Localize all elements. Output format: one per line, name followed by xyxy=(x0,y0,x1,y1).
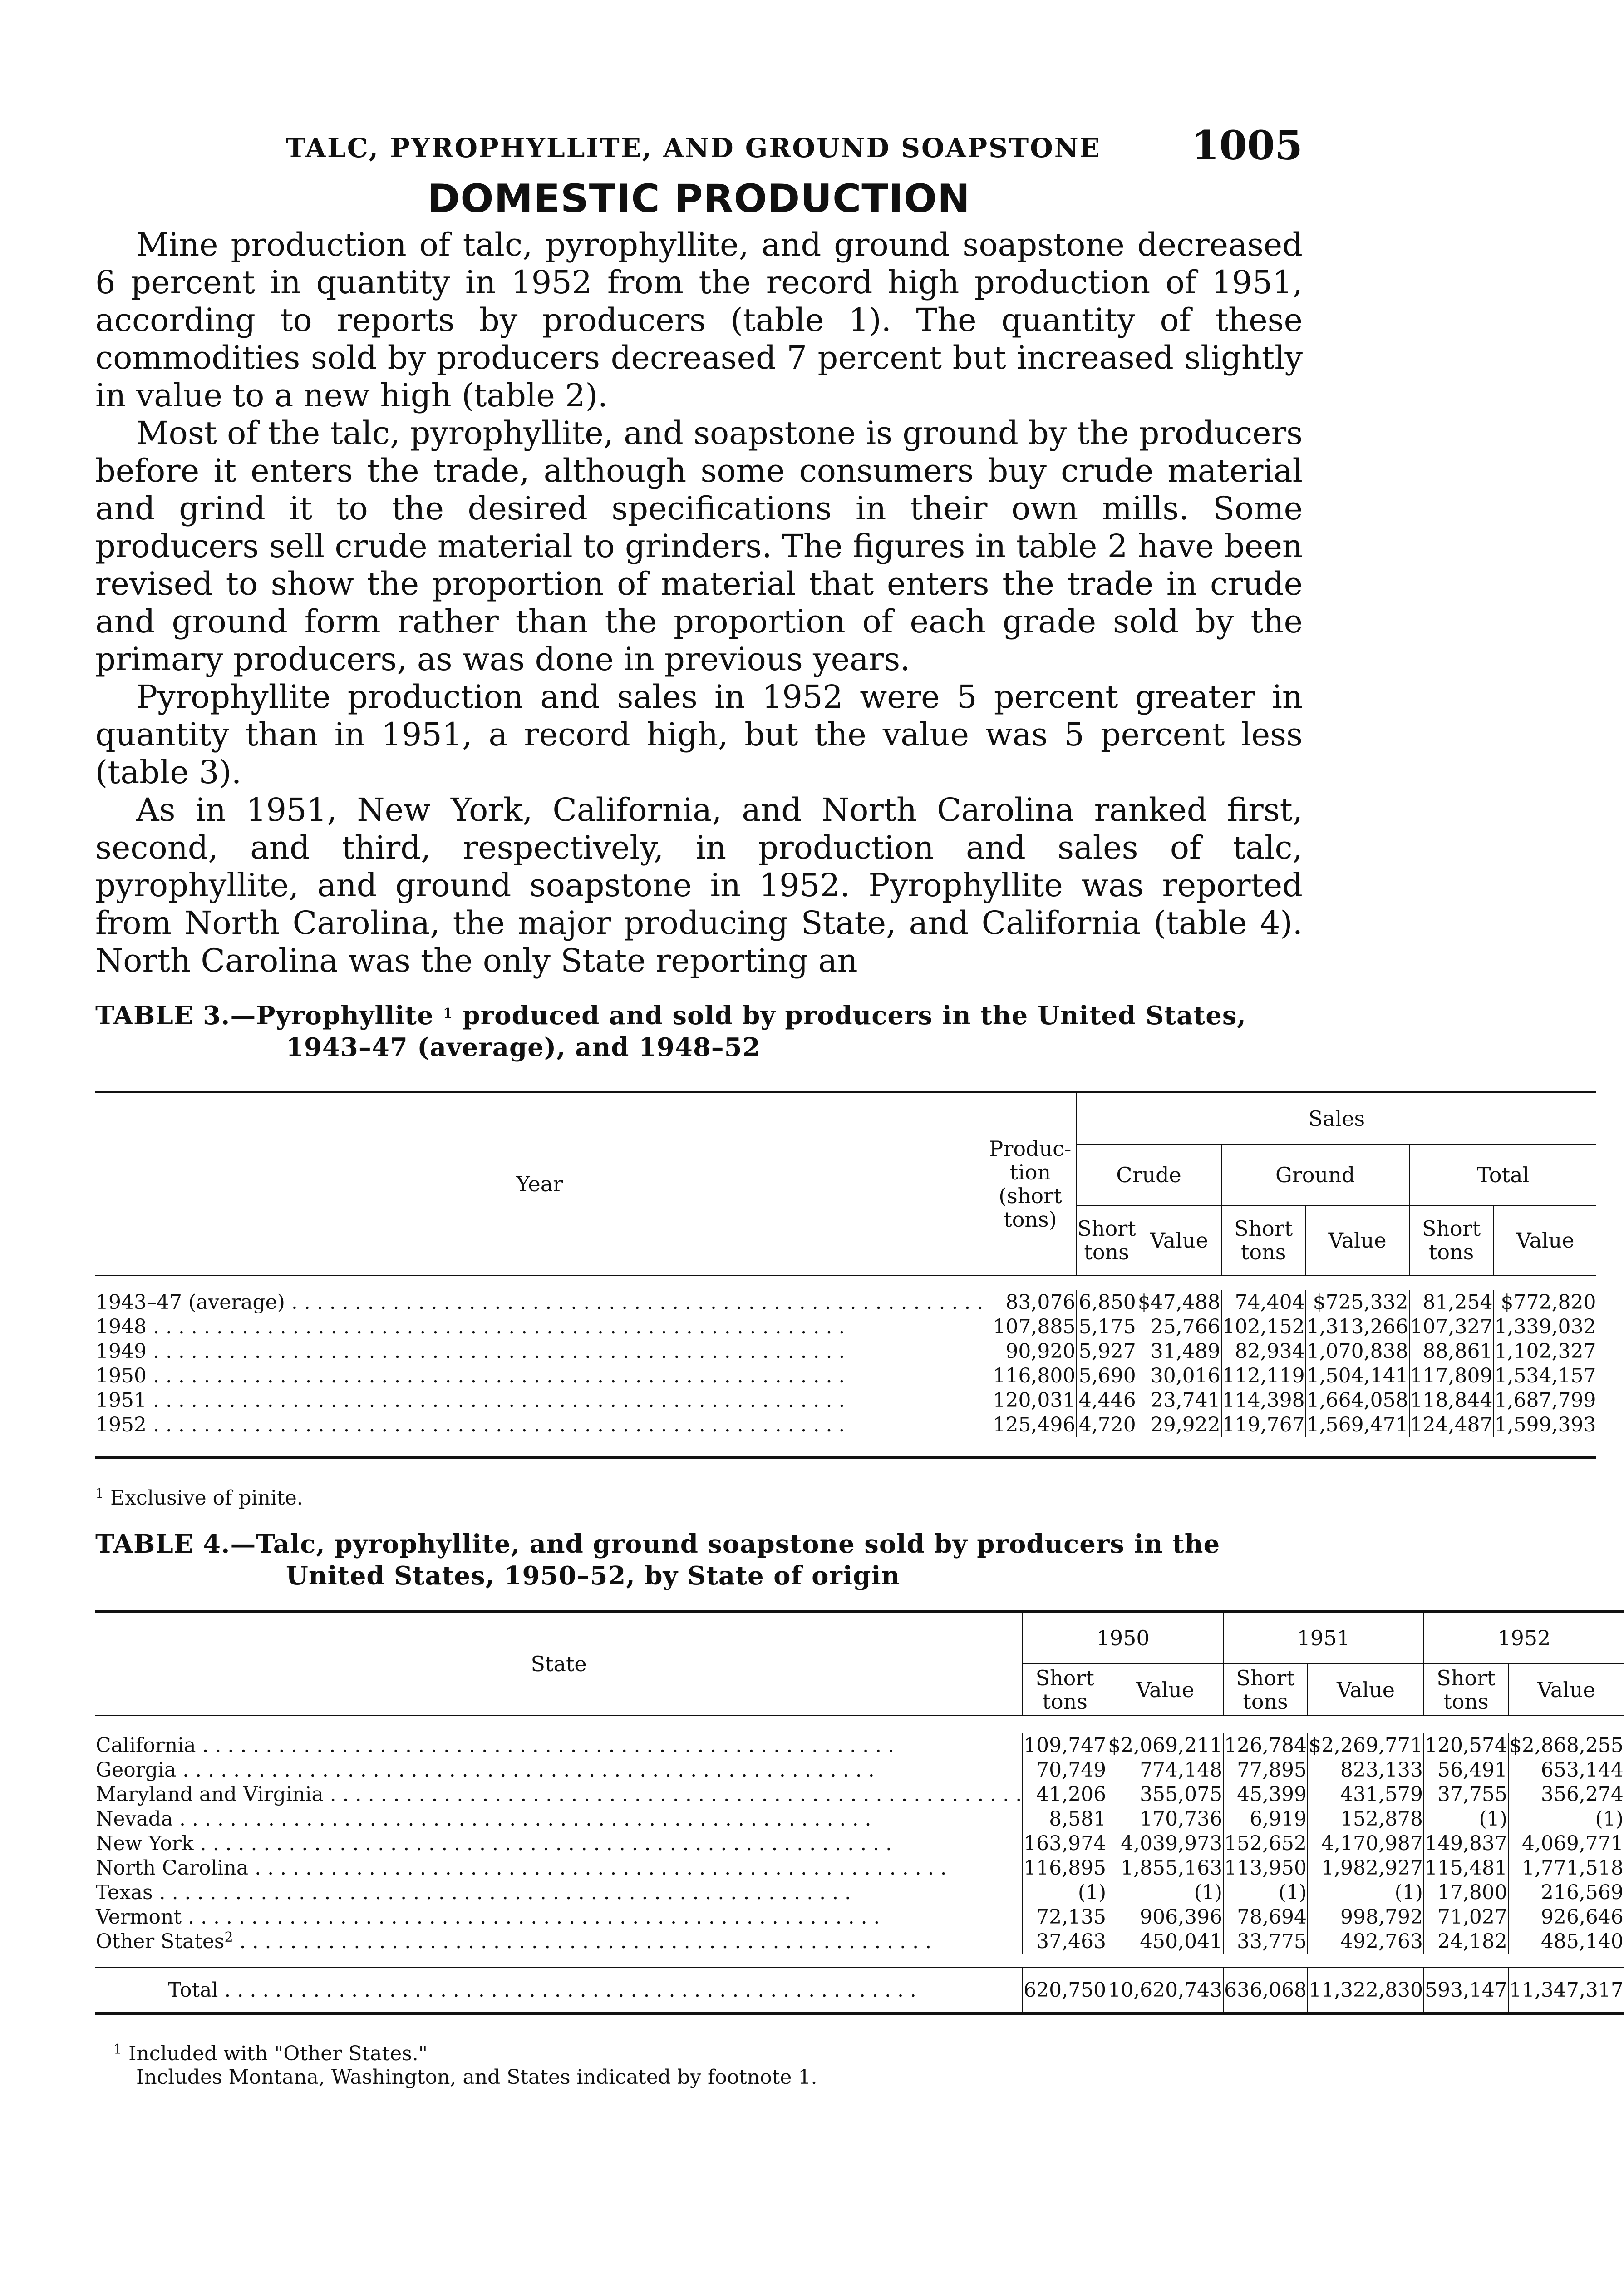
paragraph: Pyrophyllite production and sales in 1952 were 5 percent greater in quantity than in 1951, a record high, but the value was 5 percent less (table 3). xyxy=(95,678,1303,791)
ground-value-cell: 1,504,141 xyxy=(1306,1364,1408,1387)
year-1952-header: 1952 xyxy=(1424,1611,1624,1664)
value-1952-cell: 356,274 xyxy=(1508,1782,1624,1807)
crude-header: Crude xyxy=(1076,1145,1221,1205)
table3-caption-dash: — xyxy=(230,1001,256,1031)
tons-1951-cell: 152,652 xyxy=(1224,1832,1307,1855)
production-cell: 125,496 xyxy=(984,1413,1076,1437)
short-tons-header: Short tons xyxy=(1424,1664,1508,1716)
tons-1950-cell: 109,747 xyxy=(1024,1734,1107,1757)
paragraph: Most of the talc, pyrophyllite, and soapstone is ground by the producers before it enters the trade, although some consumers buy crude material and grind it to the desired specifications in their own mills. Some producers sell crude material to grinders. The figures in table 2 have been revised to show the proportion of material that enters the trade in crude and ground form rather than the proportion of each grade sold by the primary producers, as was done in previous years. xyxy=(95,415,1303,678)
tons-1950-cell: 620,750 xyxy=(1023,1967,1107,2013)
state-cell: California . . . xyxy=(96,1734,894,1757)
footnote-marker: 1 xyxy=(95,1486,104,1502)
table-row xyxy=(95,1364,1596,1388)
value-1950-cell: 4,039,973 xyxy=(1107,1831,1223,1856)
value-1951-cell: (1) xyxy=(1308,1880,1424,1905)
total-tons-cell: 117,809 xyxy=(1410,1364,1493,1387)
page-number: 1005 xyxy=(1191,122,1303,169)
paragraph: As in 1951, New York, California, and North Carolina ranked first, second, and third, respectively, in production and sales of talc, pyrophyllite, and ground soapstone in 1952. Pyrophyllite was reported from North Carolina, the major producing State, and California (table 4). North Carolina was the only State reporting an xyxy=(95,791,1303,979)
table-row xyxy=(95,1782,1624,1807)
production-cell: 90,920 xyxy=(984,1339,1076,1364)
value-1951-cell: 4,170,987 xyxy=(1308,1831,1424,1856)
state-cell: Nevada . . . xyxy=(96,1807,871,1831)
total-row xyxy=(95,1967,1624,2013)
value-1952-cell: (1) xyxy=(1508,1807,1624,1831)
short-tons-header: Short tons xyxy=(1076,1205,1137,1275)
tons-1951-cell: 78,694 xyxy=(1223,1905,1308,1930)
ground-value-cell: $725,332 xyxy=(1306,1290,1409,1315)
value-1950-cell: 170,736 xyxy=(1107,1807,1223,1831)
year-cell: 1949 . . . xyxy=(96,1340,845,1363)
tons-1952-cell: 120,574 xyxy=(1424,1734,1507,1757)
tons-1950-cell: 70,749 xyxy=(1023,1758,1107,1782)
book-page xyxy=(95,114,1624,2089)
value-1950-cell: 355,075 xyxy=(1107,1782,1223,1807)
ground-tons-cell: 114,398 xyxy=(1222,1389,1305,1412)
production-cell: 120,031 xyxy=(984,1388,1076,1413)
year-cell: 1950 . . . xyxy=(96,1364,845,1387)
value-1950-cell: $2,069,211 xyxy=(1108,1734,1223,1757)
value-1950-cell: 1,855,163 xyxy=(1107,1856,1223,1880)
value-header: Value xyxy=(1306,1205,1409,1275)
value-header: Value xyxy=(1508,1664,1624,1716)
paragraph: Mine production of talc, pyrophyllite, and ground soapstone decreased 6 percent in quantity in 1952 from the record high production of 1951, according to reports by producers (table 1). The quantity of these commodities sold by producers decreased 7 percent but increased slightly in value to a new high (table 2). xyxy=(95,226,1303,414)
value-header: Value xyxy=(1137,1205,1221,1275)
total-header: Total xyxy=(1409,1145,1597,1205)
value-header: Value xyxy=(1494,1205,1597,1275)
value-1952-cell: 11,347,317 xyxy=(1508,1967,1624,2013)
total-value-cell: $772,820 xyxy=(1494,1290,1597,1315)
crude-tons-cell: 5,175 xyxy=(1076,1315,1137,1339)
footnote-marker: 2 xyxy=(224,1930,233,1945)
tons-1951-cell: 77,895 xyxy=(1223,1758,1308,1782)
value-1950-cell: 450,041 xyxy=(1107,1930,1223,1954)
total-value-cell: 1,102,327 xyxy=(1494,1340,1596,1363)
table3-caption-label: TABLE 3. xyxy=(95,1001,231,1031)
ground-tons-cell: 119,767 xyxy=(1222,1413,1305,1436)
value-1950-cell: 10,620,743 xyxy=(1107,1967,1223,2013)
table4-caption xyxy=(95,1528,1303,1592)
value-1952-cell: 1,771,518 xyxy=(1508,1856,1624,1880)
short-tons-header: Short tons xyxy=(1023,1664,1107,1716)
ground-value-cell: 1,070,838 xyxy=(1306,1340,1408,1363)
value-1951-cell: 823,133 xyxy=(1308,1758,1424,1782)
footnote-marker: 1 xyxy=(113,2042,123,2058)
value-1951-cell: $2,269,771 xyxy=(1309,1734,1423,1757)
tons-1952-cell: 593,147 xyxy=(1424,1967,1508,2013)
value-1952-cell: 926,646 xyxy=(1508,1905,1624,1930)
table-row xyxy=(95,1290,1596,1315)
table4-footnotes xyxy=(95,2042,1303,2089)
year-cell: 1943–47 (average) . . . xyxy=(96,1291,983,1314)
ground-value-cell: 1,664,058 xyxy=(1306,1389,1408,1412)
tons-1952-cell: 71,027 xyxy=(1424,1905,1508,1930)
tons-1950-cell: 163,974 xyxy=(1024,1832,1107,1855)
state-cell: Texas . . . xyxy=(96,1881,851,1904)
tons-1951-cell: (1) xyxy=(1223,1880,1308,1905)
value-header: Value xyxy=(1107,1664,1223,1716)
year-cell: 1948 . . . xyxy=(96,1315,845,1338)
section-title: DOMESTIC PRODUCTION xyxy=(428,176,970,222)
state-cell: Maryland and Virginia . . . xyxy=(96,1783,1022,1806)
crude-value-cell: 25,766 xyxy=(1137,1315,1221,1339)
tons-1950-cell: 41,206 xyxy=(1023,1782,1107,1807)
ground-tons-cell: 102,152 xyxy=(1222,1315,1305,1338)
value-1952-cell: 216,569 xyxy=(1508,1880,1624,1905)
tons-1950-cell: (1) xyxy=(1023,1880,1107,1905)
value-1952-cell: $2,868,255 xyxy=(1509,1734,1624,1757)
value-1951-cell: 431,579 xyxy=(1308,1782,1424,1807)
tons-1952-cell: (1) xyxy=(1424,1807,1508,1831)
total-value-cell: 1,599,393 xyxy=(1494,1413,1596,1436)
short-tons-header: Short tons xyxy=(1221,1205,1306,1275)
running-head xyxy=(95,114,1303,168)
production-cell: 83,076 xyxy=(984,1290,1076,1315)
tons-1951-cell: 6,919 xyxy=(1223,1807,1308,1831)
year-header: Year xyxy=(95,1092,984,1275)
table3-footnote xyxy=(95,1486,1303,1510)
total-value-cell: 1,534,157 xyxy=(1494,1364,1596,1387)
table-row xyxy=(95,1880,1624,1905)
crude-value-cell: 23,741 xyxy=(1137,1388,1221,1413)
value-1951-cell: 11,322,830 xyxy=(1308,1967,1424,2013)
value-header: Value xyxy=(1308,1664,1424,1716)
tons-1952-cell: 37,755 xyxy=(1424,1782,1508,1807)
table-row xyxy=(95,1831,1624,1856)
production-cell: 116,800 xyxy=(984,1364,1076,1388)
value-1952-cell: 485,140 xyxy=(1508,1930,1624,1954)
tons-1950-cell: 72,135 xyxy=(1023,1905,1107,1930)
year-cell: 1951 . . . xyxy=(96,1389,845,1412)
tons-1951-cell: 33,775 xyxy=(1223,1930,1308,1954)
table3-caption xyxy=(95,1000,1303,1063)
total-value-cell: 1,339,032 xyxy=(1494,1315,1596,1338)
table-row xyxy=(95,1413,1596,1437)
tons-1951-cell: 113,950 xyxy=(1224,1856,1307,1880)
value-1951-cell: 1,982,927 xyxy=(1308,1856,1424,1880)
tons-1951-cell: 126,784 xyxy=(1224,1734,1307,1757)
value-1951-cell: 152,878 xyxy=(1308,1807,1424,1831)
ground-tons-cell: 74,404 xyxy=(1221,1290,1306,1315)
table-row xyxy=(95,1807,1624,1831)
table3 xyxy=(95,1091,1596,1459)
total-tons-cell: 81,254 xyxy=(1409,1290,1494,1315)
crude-value-cell: 29,922 xyxy=(1137,1413,1221,1437)
tons-1952-cell: 149,837 xyxy=(1424,1832,1507,1855)
year-cell: 1952 . . . xyxy=(96,1413,845,1436)
footnote-marker: 1 xyxy=(443,1006,453,1022)
value-1950-cell: 774,148 xyxy=(1107,1758,1223,1782)
table-row xyxy=(95,1388,1596,1413)
table-row xyxy=(95,1856,1624,1880)
tons-1952-cell: 24,182 xyxy=(1424,1930,1508,1954)
state-cell: North Carolina . . . xyxy=(96,1856,947,1880)
table3-caption-subject: Pyrophyllite xyxy=(256,1001,434,1031)
table4 xyxy=(95,1610,1624,2015)
ground-header: Ground xyxy=(1221,1145,1409,1205)
table3-caption-rest: produced and sold by producers in the United States, 1943–47 (average), and 1948–52 xyxy=(286,1001,1246,1062)
table-row xyxy=(95,1315,1596,1339)
year-1950-header: 1950 xyxy=(1023,1611,1223,1664)
production-header: Produc-tion (short tons) xyxy=(984,1092,1076,1275)
total-tons-cell: 107,327 xyxy=(1410,1315,1493,1338)
crude-value-cell: 30,016 xyxy=(1137,1364,1221,1388)
tons-1951-cell: 636,068 xyxy=(1223,1967,1308,2013)
state-cell: Georgia . . . xyxy=(96,1758,875,1781)
table4-footnote-1 xyxy=(113,2042,1303,2066)
tons-1951-cell: 45,399 xyxy=(1223,1782,1308,1807)
table-row xyxy=(95,1758,1624,1782)
crude-tons-cell: 5,927 xyxy=(1076,1339,1137,1364)
value-1950-cell: (1) xyxy=(1107,1880,1223,1905)
table4-footnote-2: Includes Montana, Washington, and States indicated by footnote 1. xyxy=(136,2066,817,2089)
footnote-text: Exclusive of pinite. xyxy=(110,1486,303,1510)
crude-value-cell: $47,488 xyxy=(1137,1291,1220,1314)
value-1952-cell: 653,144 xyxy=(1508,1758,1624,1782)
total-tons-cell: 124,487 xyxy=(1410,1413,1493,1436)
value-1950-cell: 906,396 xyxy=(1107,1905,1223,1930)
production-cell: 107,885 xyxy=(984,1315,1076,1339)
value-1951-cell: 492,763 xyxy=(1308,1930,1424,1954)
ground-tons-cell: 112,119 xyxy=(1222,1364,1305,1387)
table-row xyxy=(95,1733,1624,1758)
tons-1950-cell: 37,463 xyxy=(1023,1930,1107,1954)
ground-tons-cell: 82,934 xyxy=(1221,1339,1306,1364)
total-tons-cell: 88,861 xyxy=(1409,1339,1494,1364)
table-row xyxy=(95,1930,1624,1954)
short-tons-header: Short tons xyxy=(1223,1664,1308,1716)
table-row xyxy=(95,1905,1624,1930)
crude-tons-cell: 4,446 xyxy=(1076,1388,1137,1413)
table4-caption-text: —Talc, pyrophyllite, and ground soapstone sold by producers in the United States, 1950–52, by State of origin xyxy=(230,1529,1220,1591)
tons-1952-cell: 115,481 xyxy=(1424,1856,1507,1880)
tons-1952-cell: 17,800 xyxy=(1424,1880,1508,1905)
dot-leader xyxy=(233,1930,932,1953)
ground-value-cell: 1,569,471 xyxy=(1306,1413,1408,1436)
crude-value-cell: 31,489 xyxy=(1137,1339,1221,1364)
value-1951-cell: 998,792 xyxy=(1308,1905,1424,1930)
tons-1950-cell: 116,895 xyxy=(1024,1856,1107,1880)
running-title: TALC, PYROPHYLLITE, AND GROUND SOAPSTONE xyxy=(286,133,1101,163)
footnote-text: Included with "Other States." xyxy=(128,2042,428,2065)
total-value-cell: 1,687,799 xyxy=(1494,1389,1596,1412)
crude-tons-cell: 6,850 xyxy=(1076,1290,1137,1315)
state-cell: Vermont . . . xyxy=(96,1905,880,1929)
body-text xyxy=(95,226,1303,980)
state-cell: New York . . . xyxy=(96,1832,892,1855)
crude-tons-cell: 5,690 xyxy=(1076,1364,1137,1388)
short-tons-header: Short tons xyxy=(1409,1205,1494,1275)
tons-1950-cell: 8,581 xyxy=(1023,1807,1107,1831)
ground-value-cell: 1,313,266 xyxy=(1306,1315,1408,1338)
crude-tons-cell: 4,720 xyxy=(1076,1413,1137,1437)
table4-caption-label: TABLE 4. xyxy=(95,1529,231,1559)
value-1952-cell: 4,069,771 xyxy=(1508,1831,1624,1856)
sales-header: Sales xyxy=(1076,1092,1596,1145)
year-1951-header: 1951 xyxy=(1223,1611,1424,1664)
table-row xyxy=(95,1339,1596,1364)
state-cell: Other States xyxy=(96,1930,225,1953)
total-label: Total . . . xyxy=(168,1979,916,2002)
tons-1952-cell: 56,491 xyxy=(1424,1758,1508,1782)
total-tons-cell: 118,844 xyxy=(1410,1389,1493,1412)
state-header: State xyxy=(95,1611,1023,1716)
